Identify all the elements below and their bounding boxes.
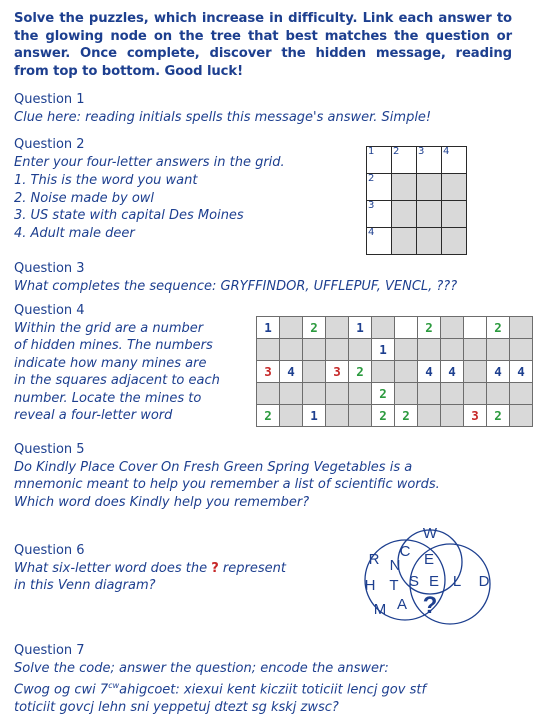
venn-letter: W (422, 525, 438, 542)
mine-cell[interactable] (418, 339, 441, 361)
mine-clue-cell[interactable]: 4 (418, 361, 441, 383)
question-5-title: Question 5 (14, 442, 85, 457)
grid-cell-shaded[interactable] (442, 174, 467, 201)
question-7-line: toticiit govcj lehn sni yeppetuj dtezt sg kskj zwsc? (14, 699, 339, 715)
question-6-text-end: represent (218, 560, 286, 576)
mine-clue-cell[interactable]: 4 (280, 361, 303, 383)
venn-letter: E (423, 551, 435, 568)
mine-clue-cell[interactable]: 2 (303, 317, 326, 339)
grid-cell[interactable] (367, 147, 392, 174)
intro-text: Solve the puzzles, which increase in difficulty. Link each answer to the glowing node on the tree that best matches the question or answer. Once complete, discover the hidden message, reading from top to bottom. Good luck! (14, 11, 512, 79)
mine-cell[interactable] (372, 361, 395, 383)
mine-cell[interactable] (441, 383, 464, 405)
question-6-title: Question 6 (14, 543, 85, 558)
mine-clue-cell[interactable]: 2 (487, 405, 510, 427)
grid-col-number: 3 (418, 146, 425, 157)
mine-cell[interactable] (326, 405, 349, 427)
mine-cell[interactable] (349, 339, 372, 361)
question-5-line: Do Kindly Place Cover On Fresh Green Spring Vegetables is a (14, 459, 413, 475)
mine-clue-cell[interactable]: 3 (257, 361, 280, 383)
grid-cell-shaded[interactable] (417, 228, 442, 255)
venn-letter: M (373, 601, 387, 618)
venn-letter: D (478, 573, 490, 590)
mine-clue-cell[interactable]: 3 (464, 405, 487, 427)
question-4-line: number. Locate the mines to (14, 390, 202, 406)
mine-cell[interactable] (395, 361, 418, 383)
mine-cell[interactable] (257, 339, 280, 361)
mine-clue-cell[interactable]: 2 (395, 405, 418, 427)
mine-cell[interactable] (441, 339, 464, 361)
mine-cell[interactable] (280, 383, 303, 405)
mine-cell[interactable] (280, 317, 303, 339)
mine-cell[interactable] (257, 383, 280, 405)
venn-letter: A (396, 596, 408, 613)
mine-clue-cell[interactable]: 3 (326, 361, 349, 383)
mine-clue-cell[interactable]: 2 (372, 405, 395, 427)
grid-cell-shaded[interactable] (442, 201, 467, 228)
mine-cell[interactable] (395, 317, 418, 339)
mine-clue-cell[interactable]: 1 (372, 339, 395, 361)
question-mark: ? (211, 560, 219, 576)
question-3-text: What completes the sequence: GRYFFINDOR, UFFLEPUF, VENCL, ??? (14, 278, 458, 294)
question-7-line: Cwog og cwi 7 (14, 682, 109, 698)
question-4-line: reveal a four-letter word (14, 408, 173, 423)
grid-cell[interactable] (442, 147, 467, 174)
question-4-line: indicate how many mines are (14, 355, 207, 371)
mine-cell[interactable] (510, 383, 533, 405)
mine-cell[interactable] (303, 383, 326, 405)
mine-cell[interactable] (487, 339, 510, 361)
mine-clue-cell[interactable]: 1 (257, 317, 280, 339)
question-4-line: Within the grid are a number (14, 320, 204, 336)
question-7-superscript: cw (108, 681, 120, 690)
venn-diagram (350, 520, 520, 632)
venn-letter: C (399, 543, 411, 560)
grid-cell[interactable] (392, 147, 417, 174)
question-7-line: Solve the code; answer the question; encode the answer: (14, 660, 389, 676)
mine-cell[interactable] (280, 339, 303, 361)
mine-cell[interactable] (326, 317, 349, 339)
question-2-clue-1: 1. This is the word you want (14, 173, 198, 188)
mine-clue-cell[interactable]: 1 (349, 317, 372, 339)
word-square-grid (366, 146, 467, 255)
mine-cell[interactable] (303, 361, 326, 383)
venn-letter: L (452, 573, 462, 590)
question-4-line: of hidden mines. The numbers (14, 338, 213, 353)
grid-cell[interactable] (417, 147, 442, 174)
mine-cell[interactable] (395, 339, 418, 361)
question-5-line: Which word does Kindly help you remember? (14, 494, 310, 510)
question-2-prompt: Enter your four-letter answers in the grid. (14, 154, 285, 170)
grid-cell-shaded[interactable] (417, 174, 442, 201)
question-3-title: Question 3 (14, 261, 85, 276)
question-5-line: mnemonic meant to help you remember a list of scientific words. (14, 477, 440, 492)
mine-cell[interactable] (349, 405, 372, 427)
venn-letter: T (389, 577, 399, 594)
grid-row-number: 4 (368, 227, 375, 238)
mine-cell[interactable] (395, 383, 418, 405)
mine-cell[interactable] (326, 339, 349, 361)
question-1-title: Question 1 (14, 92, 85, 107)
mine-cell[interactable] (372, 317, 395, 339)
mine-cell[interactable] (487, 383, 510, 405)
grid-cell-shaded[interactable] (392, 228, 417, 255)
mine-cell[interactable] (464, 361, 487, 383)
grid-row-number: 2 (368, 173, 375, 184)
venn-letter: S (408, 573, 420, 590)
grid-cell[interactable] (367, 228, 392, 255)
mine-clue-cell[interactable]: 4 (487, 361, 510, 383)
question-6-text-line2: in this Venn diagram? (14, 578, 156, 593)
mine-cell[interactable] (464, 317, 487, 339)
grid-cell[interactable] (367, 201, 392, 228)
grid-cell-shaded[interactable] (442, 228, 467, 255)
question-4 (14, 302, 220, 425)
venn-letter: N (389, 557, 401, 574)
grid-cell-shaded[interactable] (417, 201, 442, 228)
question-3 (14, 260, 457, 295)
mine-cell[interactable] (510, 317, 533, 339)
question-2 (14, 136, 285, 242)
mine-cell[interactable] (464, 383, 487, 405)
question-2-clue-2: 2. Noise made by owl (14, 190, 155, 206)
mine-clue-cell[interactable]: 2 (418, 317, 441, 339)
question-7-line-cont: ahigcoet: xiexui kent kicziit toticiit lencj gov stf (119, 682, 427, 698)
mine-clue-cell[interactable]: 2 (487, 317, 510, 339)
mine-cell[interactable] (280, 405, 303, 427)
mine-cell[interactable] (441, 317, 464, 339)
mine-clue-cell[interactable]: 2 (257, 405, 280, 427)
mine-cell[interactable] (510, 405, 533, 427)
venn-letter: H (364, 577, 376, 594)
question-4-title: Question 4 (14, 303, 85, 318)
grid-col-number: 1 (368, 146, 375, 157)
mine-clue-cell[interactable]: 2 (372, 383, 395, 405)
venn-letter: E (428, 573, 440, 590)
mine-clue-cell[interactable]: 4 (510, 361, 533, 383)
venn-question-mark: ? (422, 592, 438, 619)
mine-clue-cell[interactable]: 1 (303, 405, 326, 427)
mine-cell[interactable] (418, 383, 441, 405)
question-1-clue: Clue here: reading initials spells this message's answer. Simple! (14, 109, 432, 125)
question-5 (14, 441, 440, 511)
grid-col-number: 2 (393, 146, 400, 157)
mine-clue-cell[interactable]: 2 (349, 361, 372, 383)
question-4-line: in the squares adjacent to each (14, 373, 220, 388)
grid-cell[interactable] (367, 174, 392, 201)
grid-row-number: 3 (368, 200, 375, 211)
mine-cell[interactable] (418, 405, 441, 427)
question-6-text: What six-letter word does the (14, 560, 212, 576)
grid-cell-shaded[interactable] (392, 174, 417, 201)
minesweeper-grid (256, 316, 533, 427)
mine-clue-cell[interactable]: 4 (441, 361, 464, 383)
mine-cell[interactable] (303, 339, 326, 361)
question-1 (14, 91, 431, 126)
mine-cell[interactable] (510, 339, 533, 361)
question-6 (14, 542, 286, 595)
question-2-title: Question 2 (14, 137, 85, 152)
grid-col-number: 4 (443, 146, 450, 157)
mine-cell[interactable] (349, 383, 372, 405)
venn-letter: R (368, 551, 380, 568)
mine-cell[interactable] (464, 339, 487, 361)
question-7 (14, 642, 426, 716)
question-2-clue-4: 4. Adult male deer (14, 225, 135, 241)
question-7-title: Question 7 (14, 643, 85, 658)
mine-cell[interactable] (441, 405, 464, 427)
question-2-clue-3: 3. US state with capital Des Moines (14, 208, 244, 223)
mine-cell[interactable] (326, 383, 349, 405)
grid-cell-shaded[interactable] (392, 201, 417, 228)
